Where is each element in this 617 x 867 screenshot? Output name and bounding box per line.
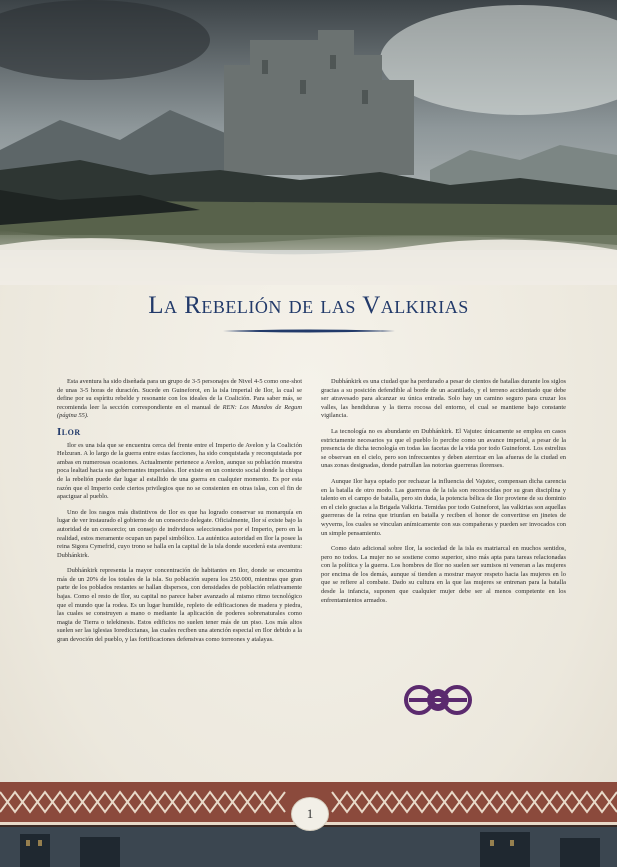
intro-reference: REN: Los Mundos de Regum (página 55).: [57, 403, 302, 420]
publisher-logo-icon: [404, 682, 472, 718]
paragraph: Ilor es una isla que se encuentra cerca del frente entre el Imperio de Avelon y la Coalición Helzuran. A lo largo de la guerra entre estas facciones, ha sido conquistada y reconquistada por ambas en numerosas ocasiones. Actualmente pertenece a Avelon, aunque su población muestra poca lealtad hacia sus gobernantes imperiales. Ilor existe en un contexto social donde la chispa de la rebelión puede dar lugar al estallido de una guerra en cualquier momento. Es por esta razón que el Imperio cede ciertos privilegios que no se consienten en otras islas, con el fin de apaciguar al pueblo.: [57, 441, 302, 501]
title-underline: [223, 328, 395, 334]
paragraph: Dubhánkirk es una ciudad que ha perdurado a pesar de cientos de batallas durante los siglos gracias a su posición defendible al borde de un acantilado, y el terreno accidentado que debe ser atravesado para alcanzar su única entrada. Solo hay un camino seguro para cruzar los valles, las hendiduras y la tierra rocosa del entorno, el cual se mantiene bajo constante vigilancia.: [321, 378, 566, 420]
paragraph: La tecnología no es abundante en Dubhánkirk. El Vajutec únicamente se emplea en casos estrictamente necesarios ya que el pueblo lo percibe como un avance imperial, a pesar de la presencia de dicha tecnología en todas las facetas de la vida por todo Guineforot. Los estrelius se observan en el cielo, pero son infrecuentes y deben aterrizar en las afueras de la ciudad en unas zonas designadas, donde patrullan las notorias guerreras ilorenses.: [321, 427, 566, 470]
page-title: La Rebelión de las Valkirias: [148, 292, 469, 319]
paragraph: Uno de los rasgos más distintivos de Ilor es que ha logrado conservar su monarquía en lugar de ver instaurado el gobierno de un consorcio delegate. Oficialmente, Ilor sí existe bajo la autoridad de un consorcio; un consejo de individuos seleccionados por el Imperio, pero en la realidad, estos meramente ocupan un papel simbólico. La auténtica autoridad en Ilor la posee la reina Sigora Cymefrid, cuyo trono se halla en la capital de la isla donde sucederá esta aventura: Dubhánkirk.: [57, 508, 302, 559]
paragraph: Aunque Ilor haya optado por rechazar la influencia del Vajutec, compensan dicha carencia en la batalla de otro modo. Las guerreras de la isla son reconocidas por su gran disciplina y talento en el campo de batalla, pero sin duda, la potencia bélica de Ilor proviene de su dominio en el cielo gracias a la Brigada Valkiria. Temidas por todo Guineforot, las valkirias son aquellas guerreras de la reina que triunfan en batalla y reciben el honor de convertirse en jinetes de wyverns, los cuales se vinculan anímicamente con sus compañeras y pueden ser invocados con un simple pensamiento.: [321, 477, 566, 537]
right-column: [321, 378, 566, 612]
page-number: 1: [291, 797, 329, 831]
castle-illustration: [0, 0, 617, 285]
paragraph: Como dato adicional sobre Ilor, la sociedad de la isla es matriarcal en muchos sentidos, pero no todos. La mujer no se sostiene como superior, sino más apta para tareas relacionadas con la política y la guerra. Los hombres de Ilor no suelen ser sumisos ni veneran a las mujeres por encima de los demás, aunque sí tienden a mostrar mayor respeto hacia las mujeres en lo que se refiere al combate. Dado su cultura en la que las mujeres se entrenan para la batalla desde la infancia, suponen que cualquier mujer debe ser al menos competente en los enfrentamientos armados.: [321, 545, 566, 604]
paragraph: Dubhánkirk representa la mayor concentración de habitantes en Ilor, donde se encuentra más de un 20% de los totales de la isla. Su población supera los 250.000, mientras que gran parte de los poblados restantes se hallan dispersos, con densidades de población relativamente bajas. Como el resto de Ilor, su capital no parece haber avanzado al mismo ritmo tecnológico que el mundo que la rodea. Es un lugar humilde, repleto de edificaciones de madera y piedra, las cuales se construyen a mano o mediante la aplicación de poderes sobrenaturales como magia de Tierra o telekinesis. Estos edificios no suelen tener más de un piso. Los más altos suelen ser las iglesias Iorediccianas, las cuales reciben una atención especial en Ilor debido a la gran devoción del pueblo, y las fortificaciones defensivas como torreones y atalayas.: [57, 567, 302, 644]
left-column: [57, 378, 302, 652]
section-heading: Ilor: [57, 425, 81, 438]
intro-paragraph: [57, 378, 302, 421]
intro-text: Esta aventura ha sido diseñada para un grupo de 3-5 personajes de Nivel 4-5 como one-shot de unas 3-5 horas de duración. Sucede en Guineforot, en la isla imperial de Ilor, la cual se define por su espíritu rebelde y resonante con los ideales de la Coalición. Para saber más, se recomienda leer la sección correspondiente en el manual de: [57, 378, 302, 411]
